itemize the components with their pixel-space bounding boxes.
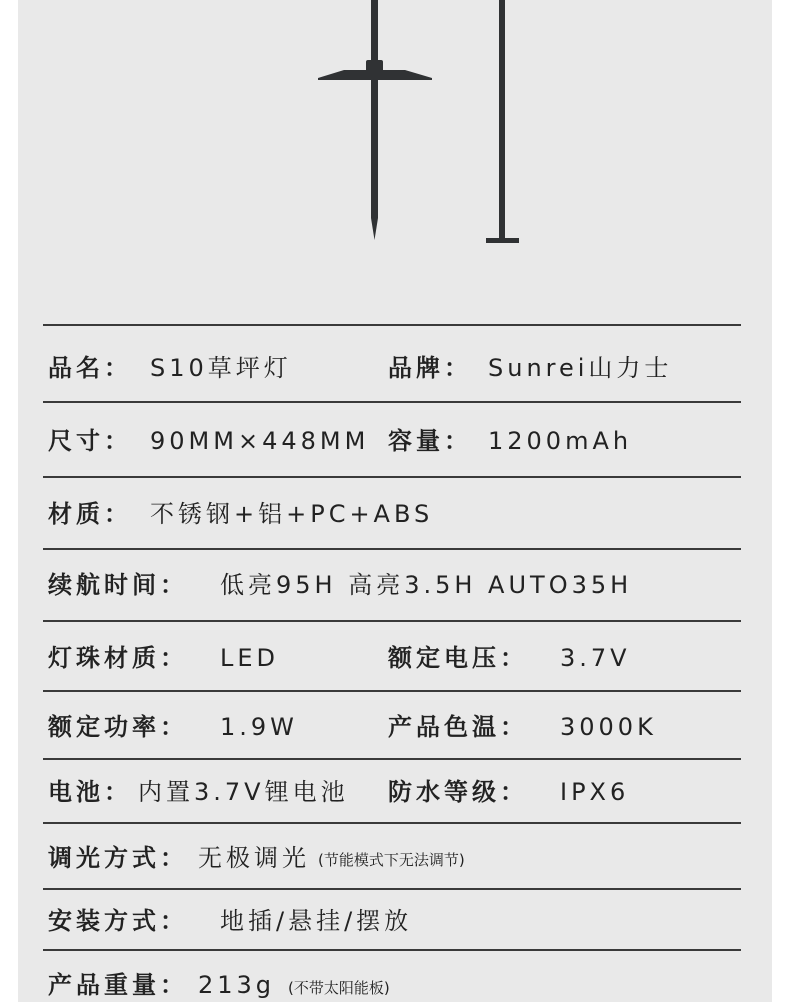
dimming-note: (节能模式下无法调节) (318, 851, 465, 869)
divider (43, 401, 741, 403)
divider (43, 620, 741, 622)
size-value: 90MM×448MM (150, 427, 370, 455)
lawn-lamp-image (0, 0, 790, 290)
lamp-spike-stake (318, 0, 432, 240)
material-value: 不锈钢+铝+PC+ABS (150, 500, 434, 528)
waterproof-label: 防水等级： (388, 778, 528, 806)
power-label: 额定功率： (48, 713, 188, 741)
power-value: 1.9W (220, 713, 298, 741)
divider (43, 690, 741, 692)
divider (43, 888, 741, 890)
divider (43, 758, 741, 760)
capacity-label: 容量： (388, 427, 472, 455)
dimming-label: 调光方式： (48, 844, 188, 872)
weight-note: (不带太阳能板) (288, 979, 390, 997)
waterproof-value: IPX6 (560, 778, 630, 806)
divider (43, 324, 741, 326)
size-label: 尺寸： (48, 427, 132, 455)
dimming-value: 无极调光 (198, 844, 310, 872)
voltage-value: 3.7V (560, 644, 631, 672)
runtime-label: 续航时间： (48, 571, 188, 599)
lamp-hanging-pole (486, 0, 519, 243)
battery-value: 内置3.7V锂电池 (138, 778, 349, 806)
capacity-value: 1200mAh (488, 427, 633, 455)
runtime-value: 低亮95H 高亮3.5H AUTO35H (220, 571, 633, 599)
voltage-label: 额定电压： (388, 644, 528, 672)
weight-value: 213g (198, 971, 276, 999)
weight-label: 产品重量： (48, 971, 188, 999)
bead-value: LED (220, 644, 280, 672)
bead-label: 灯珠材质： (48, 644, 188, 672)
battery-label: 电池： (48, 778, 132, 806)
brand-value: Sunrei山力士 (488, 354, 673, 382)
color-temp-value: 3000K (560, 713, 657, 741)
install-value: 地插/悬挂/摆放 (220, 907, 413, 935)
install-label: 安装方式： (48, 907, 188, 935)
divider (43, 949, 741, 951)
divider (43, 476, 741, 478)
name-label: 品名： (48, 354, 132, 382)
brand-label: 品牌： (388, 354, 472, 382)
name-value: S10草坪灯 (150, 354, 292, 382)
material-label: 材质： (48, 500, 132, 528)
divider (43, 548, 741, 550)
color-temp-label: 产品色温： (388, 713, 528, 741)
divider (43, 822, 741, 824)
